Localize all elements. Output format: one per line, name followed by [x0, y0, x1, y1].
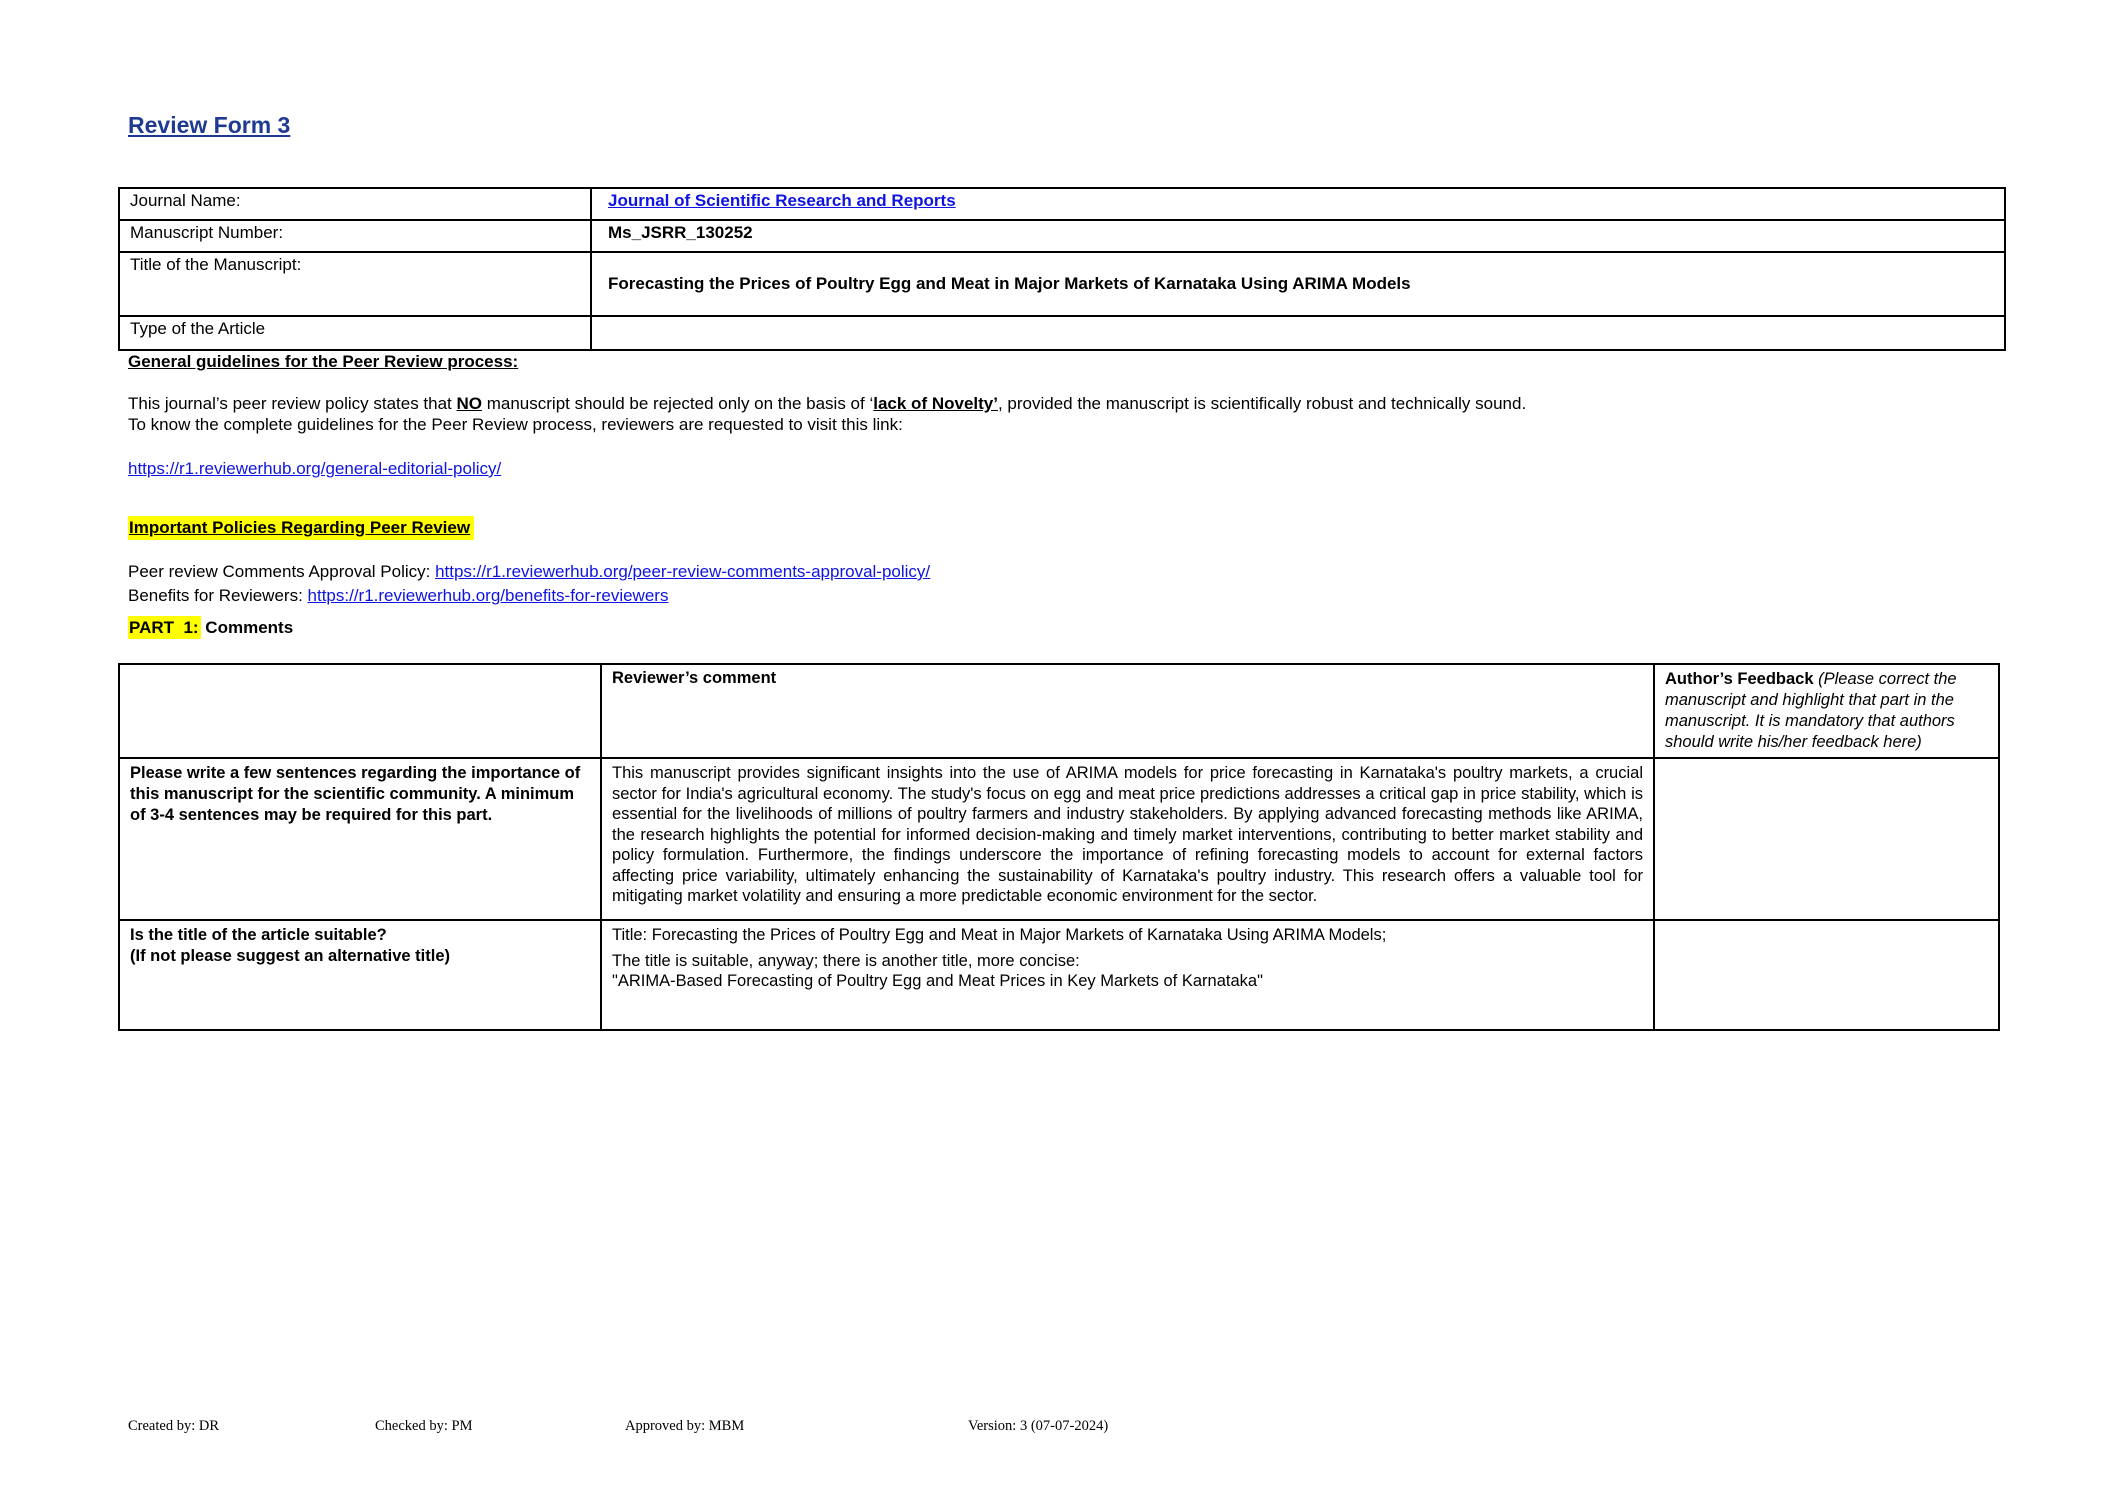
author-feedback-title: Author’s Feedback: [1665, 670, 1814, 688]
editorial-policy-link-line: [128, 459, 501, 479]
approval-policy-link[interactable]: https://r1.reviewerhub.org/peer-review-comments-approval-policy/: [435, 562, 931, 581]
policy-links-block: [128, 560, 930, 608]
guidelines-line-2: To know the complete guidelines for the Peer Review process, reviewers are requested to visit this link:: [128, 415, 903, 434]
journal-name-link[interactable]: Journal of Scientific Research and Reports: [608, 191, 956, 210]
benefits-line: [128, 584, 930, 608]
approval-policy-label: Peer review Comments Approval Policy:: [128, 562, 436, 581]
footer-created-by: Created by: DR: [128, 1418, 220, 1434]
table-row: [119, 758, 1999, 920]
journal-name-label: Journal Name:: [119, 188, 591, 220]
table-row: [119, 188, 2005, 220]
manuscript-title-label: Title of the Manuscript:: [119, 252, 591, 316]
table-row: [119, 920, 1999, 1030]
benefits-label: Benefits for Reviewers:: [128, 586, 308, 605]
table-row: [119, 252, 2005, 316]
importance-author-feedback-cell[interactable]: [1654, 758, 1999, 920]
manuscript-title-value: Forecasting the Prices of Poultry Egg and Meat in Major Markets of Karnataka Using ARIMA Models: [591, 252, 2005, 316]
comment-line: Title: Forecasting the Prices of Poultry Egg and Meat in Major Markets of Karnataka Using ARIMA Models;: [612, 926, 1387, 944]
comment-line: "ARIMA-Based Forecasting of Poultry Egg and Meat Prices in Key Markets of Karnataka": [612, 972, 1263, 990]
comments-table: [118, 663, 2000, 1031]
footer-approved-by: Approved by: MBM: [625, 1418, 745, 1434]
manuscript-number-value: Ms_JSRR_130252: [591, 220, 2005, 252]
table-row: [119, 316, 2005, 350]
title-suitability-prompt-line1: Is the title of the article suitable?: [130, 926, 387, 944]
header-empty-cell: [119, 664, 601, 758]
guidelines-heading: General guidelines for the Peer Review process:: [128, 352, 519, 371]
general-editorial-policy-link[interactable]: https://r1.reviewerhub.org/general-editorial-policy/: [128, 459, 502, 478]
policies-heading: Important Policies Regarding Peer Review: [128, 516, 474, 540]
author-feedback-header: [1654, 664, 1999, 758]
manuscript-meta-table: [118, 187, 2006, 351]
guidelines-text: This journal’s peer review policy states that: [128, 394, 457, 413]
title-suitability-reviewer-comment: [601, 920, 1654, 1030]
guidelines-paragraph: [128, 393, 1526, 435]
article-type-label: Type of the Article: [119, 316, 591, 350]
approval-policy-line: [128, 560, 930, 584]
part1-heading: [128, 618, 293, 638]
comments-table-header-row: [119, 664, 1999, 758]
part1-rest-label: Comments: [200, 618, 294, 637]
title-suitability-prompt: [119, 920, 601, 1030]
footer-version: Version: 3 (07-07-2024): [968, 1418, 1109, 1434]
guidelines-text: manuscript should be rejected only on the basis of ‘: [482, 394, 874, 413]
part1-highlight-label: PART 1:: [129, 618, 199, 637]
guidelines-no-emphasis: NO: [456, 394, 483, 413]
table-row: [119, 220, 2005, 252]
page-title: Review Form 3: [128, 112, 291, 138]
title-suitability-author-feedback-cell[interactable]: [1654, 920, 1999, 1030]
importance-reviewer-comment: This manuscript provides significant insights into the use of ARIMA models for price forecasting in Karnataka's poultry markets, a crucial sector for India's agricultural economy. The study's focus on egg and meat price predictions addresses a critical gap in price stability, which is essential for the livelihoods of millions of poultry farmers and industry stakeholders. By applying advanced forecasting methods like ARIMA, the research highlights the potential for informed decision-making and timely market interventions, contributing to better market stability and policy formulation. Furthermore, the findings underscore the importance of refining forecasting models to account for external factors affecting price variability, ultimately enhancing the sustainability of Karnataka's poultry industry. This research offers a valuable tool for mitigating market volatility and ensuring a more predictable economic environment for the sector.: [601, 758, 1654, 920]
guidelines-text: , provided the manuscript is scientifically robust and technically sound.: [997, 394, 1527, 413]
title-suitability-prompt-line2: (If not please suggest an alternative title): [130, 947, 450, 965]
footer-checked-by: Checked by: PM: [375, 1418, 473, 1434]
benefits-link[interactable]: https://r1.reviewerhub.org/benefits-for-reviewers: [307, 586, 669, 605]
author-feedback-note: (Please correct the manuscript and highlight that part in the manuscript. It is mandatory that authors should write his/her feedback here): [1665, 670, 1957, 751]
comment-line: The title is suitable, anyway; there is another title, more concise:: [612, 951, 1080, 970]
manuscript-number-label: Manuscript Number:: [119, 220, 591, 252]
reviewer-comment-header: Reviewer’s comment: [601, 664, 1654, 758]
importance-prompt: Please write a few sentences regarding the importance of this manuscript for the scientific community. A minimum of 3-4 sentences may be required for this part.: [119, 758, 601, 920]
journal-name-cell: [591, 188, 2005, 220]
guidelines-line-1: [128, 393, 1526, 414]
article-type-value[interactable]: [591, 316, 2005, 350]
guidelines-novelty-emphasis: lack of Novelty’: [873, 394, 998, 413]
